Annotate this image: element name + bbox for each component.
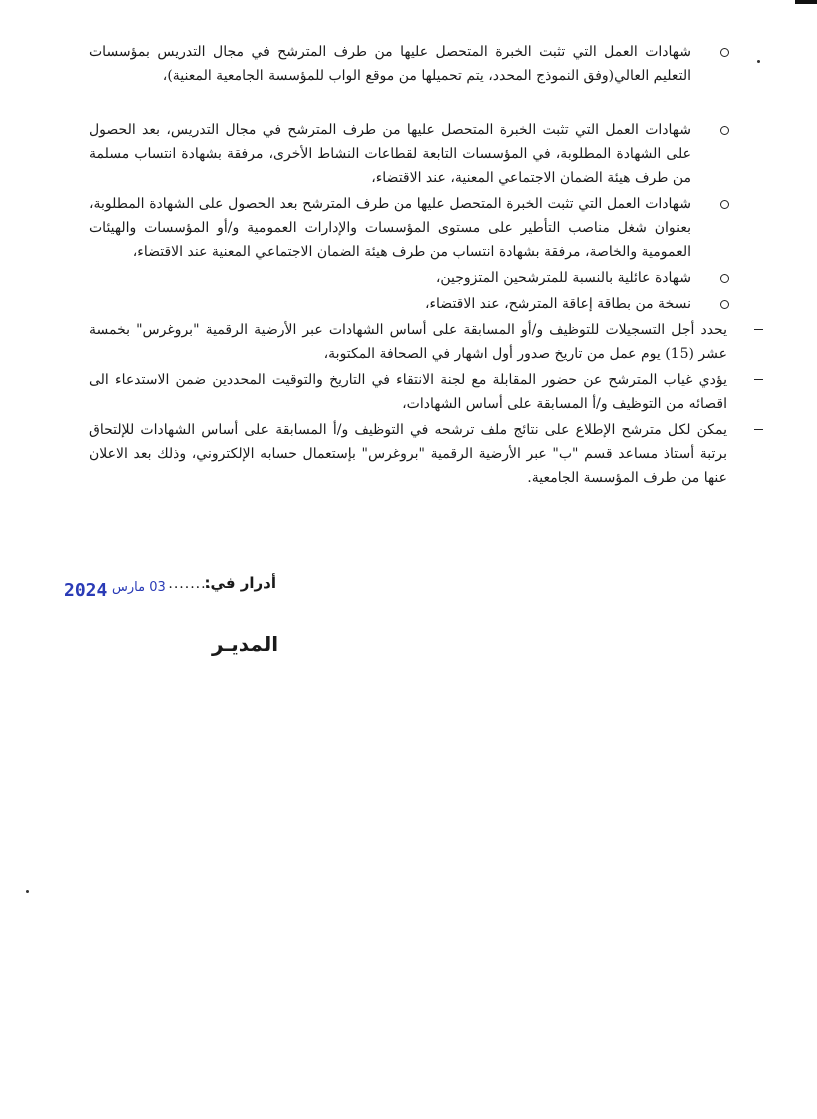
dash-item xyxy=(89,318,765,366)
list-item-text: شهادات العمل التي تثبت الخبرة المتحصل عليها من طرف المترشح بعد الحصول على الشهادة المطلوبة، بعنوان شغل مناصب التأطير على مستوى المؤسسات والإدارات العمومية و/أو المؤسسات والهيئات العمومية والخاصة، مرفقة بشهادة انتساب من طرف هيئة الضمان الاجتماعي المعنية عند الاقتضاء، xyxy=(89,196,691,260)
circle-bullet-icon xyxy=(720,300,729,309)
scan-speck xyxy=(757,60,760,63)
list-item xyxy=(89,40,729,88)
dash-item-text: يؤدي غياب المترشح عن حضور المقابلة مع لجنة الانتقاء في التاريخ والتوقيت المحددين ضمن الاستدعاء الى اقصائه من التوظيف و/أ المسابقة على أساس الشهادات، xyxy=(89,372,727,412)
list-item xyxy=(89,192,729,264)
list-item-text: نسخة من بطاقة إعاقة المترشح، عند الاقتضاء، xyxy=(424,296,691,312)
dash-item xyxy=(89,368,765,416)
dash-bullet-icon xyxy=(754,329,763,330)
list-item xyxy=(89,292,729,316)
stamp-month-day xyxy=(112,580,166,595)
dash-item-text: يحدد أجل التسجيلات للتوظيف و/أو المسابقة على أساس الشهادات عبر الأرضية الرقمية "بروغرس" بخمسة عشر (15) يوم عمل من تاريخ صدور أول اشهار في الصحافة المكتوبة، xyxy=(89,322,727,362)
list-item xyxy=(89,266,729,290)
dash-item xyxy=(89,418,765,490)
circle-bullet-icon xyxy=(720,274,729,283)
list-item-text: شهادة عائلية بالنسبة للمترشحين المتزوجين، xyxy=(435,270,691,286)
dash-bullet-icon xyxy=(754,379,763,380)
circle-bullet-icon xyxy=(720,200,729,209)
dash-bullet-icon xyxy=(754,429,763,430)
scan-corner-mark xyxy=(795,0,817,4)
signatory-title: المديـر xyxy=(212,632,279,656)
dash-item-text: يمكن لكل مترشح الإطلاع على نتائج ملف ترشحه في التوظيف و/أ المسابقة على أساس الشهادات للإلتحاق برتبة أستاذ مساعد قسم "ب" عبر الأرضية الرقمية "بروغرس" بإستعمال حسابه الإلكتروني، وذلك بعد الاعلان عنها من طرف المؤسسة الجامعية. xyxy=(89,422,727,486)
stamp-year: 2024 xyxy=(64,580,108,601)
requirements-list xyxy=(89,40,729,490)
stamp-month: مارس xyxy=(112,580,146,595)
list-item xyxy=(89,118,729,190)
stamp-day: 03 xyxy=(149,580,166,595)
place-label: أدرار في: xyxy=(204,574,276,592)
list-item-text: شهادات العمل التي تثبت الخبرة المتحصل عليها من طرف المترشح في مجال التدريس بمؤسسات التعليم العالي(وفق النموذج المحدد، يتم تحميلها من موقع الواب للمؤسسة الجامعية المعنية)، xyxy=(89,44,691,84)
circle-bullet-icon xyxy=(720,48,729,57)
circle-bullet-icon xyxy=(720,126,729,135)
date-dots: ........ xyxy=(168,576,212,592)
scan-speck xyxy=(26,890,29,893)
list-item-text: شهادات العمل التي تثبت الخبرة المتحصل عليها من طرف المترشح في مجال التدريس، بعد الحصول على الشهادة المطلوبة، في المؤسسات التابعة لقطاعات النشاط الأخرى، مرفقة بشهادة انتساب مسلمة من طرف هيئة الضمان الاجتماعي المعنية، عند الاقتضاء، xyxy=(89,122,691,186)
